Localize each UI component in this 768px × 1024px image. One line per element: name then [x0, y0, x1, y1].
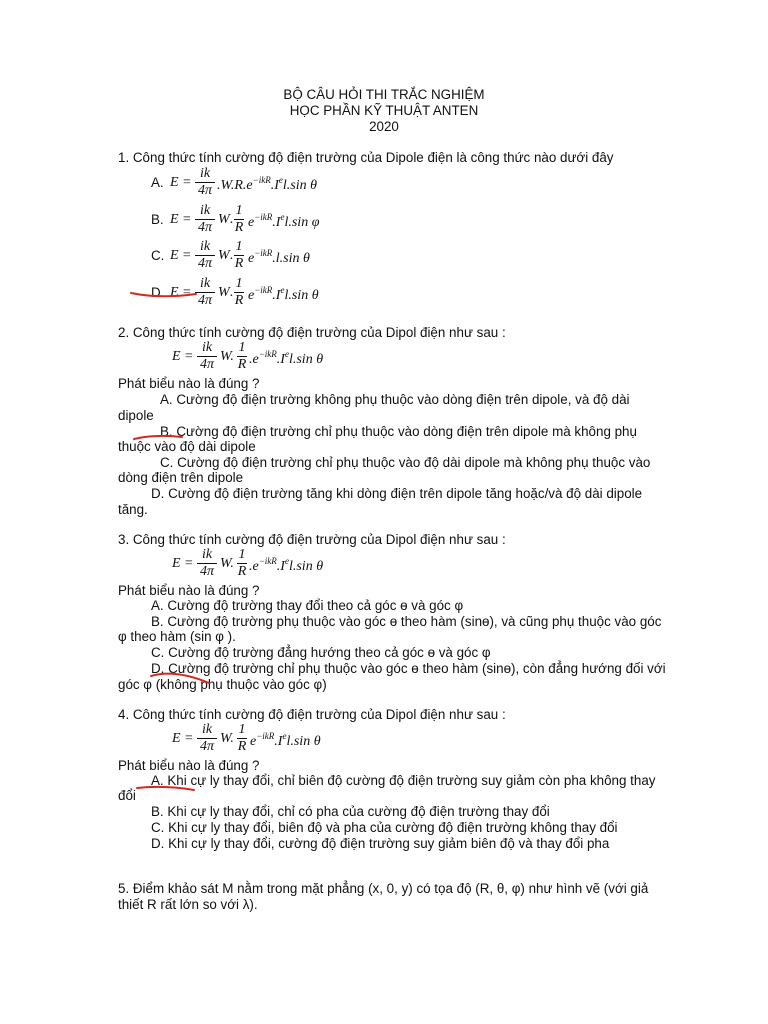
formula-tail: l.sin θ	[286, 734, 321, 749]
formula-w: W	[218, 285, 230, 300]
q2-option-d-line2: tăng.	[118, 502, 148, 517]
formula-e: e	[250, 734, 257, 749]
i-sup: e	[280, 212, 285, 222]
formula-body	[248, 212, 319, 231]
i-sup: e	[284, 556, 289, 566]
frac-num: ik	[197, 340, 217, 357]
frac-1-R	[237, 340, 247, 373]
formula-w-dot: W.	[220, 556, 234, 571]
frac-num: 1	[235, 276, 243, 291]
formula-tail: l.sin φ	[284, 215, 320, 230]
formula-lhs: E =	[170, 285, 192, 300]
frac-den: 4π	[197, 220, 212, 235]
formula-body	[249, 349, 323, 368]
q3-prompt: Phát biểu nào là đúng ?	[118, 583, 260, 598]
q3-option-b-line1: B. Cường độ trường phụ thuộc vào góc ɵ theo hàm (sinɵ), và cũng phụ thuộc vào góc	[151, 614, 662, 629]
frac-ik-4pi	[197, 547, 217, 580]
frac-num: ik	[195, 239, 215, 256]
formula-dot: .	[230, 248, 234, 263]
q4-question: 4. Công thức tính cường độ điện trường của Dipol điện như sau :	[118, 707, 506, 722]
q4-formula	[172, 722, 372, 758]
frac-1-R	[237, 547, 247, 580]
formula-i: .I	[274, 734, 283, 749]
formula-lhs: E =	[172, 349, 194, 364]
q4-option-c: C. Khi cự ly thay đổi, biên độ và pha của cường độ điện trường không thay đổi	[151, 820, 618, 835]
frac-1-R	[237, 722, 247, 755]
frac-ik-4pi	[197, 340, 217, 373]
frac-num: 1	[235, 203, 243, 218]
frac-den: 4π	[199, 357, 214, 372]
q4-option-a-line1: A. Khi cự ly thay đổi, chỉ biên độ cường độ điện trường suy giảm còn pha không thay	[151, 773, 656, 788]
q3-question: 3. Công thức tính cường độ điện trường của Dipol điện như sau :	[118, 532, 506, 547]
formula-e: e	[248, 215, 255, 230]
formula-w: W	[218, 248, 230, 263]
q1-option-d-label: D.	[151, 285, 165, 300]
formula-tail: l.sin θ	[288, 559, 324, 574]
frac-num: ik	[195, 203, 215, 220]
exp-sup: −ikR	[254, 248, 273, 258]
q2-option-b-line1: B. Cường độ điện trường chỉ phụ thuộc vào dòng điện trên dipole mà không phụ	[160, 424, 637, 439]
frac-1-R	[234, 239, 244, 272]
q1-option-c-label: C.	[151, 248, 165, 263]
exp-sup: −ikR	[258, 349, 277, 359]
formula-w-r-e: .W.R.e	[217, 178, 253, 193]
frac-num: 1	[235, 239, 243, 254]
formula-i: .I	[276, 559, 285, 574]
formula-i: .I	[270, 178, 279, 193]
q2-option-a-line1: A. Cường độ điện trường không phụ thuộc vào dòng điện trên dipole, và độ dài	[160, 392, 630, 407]
frac-den: R	[234, 256, 244, 271]
q5-line1: 5. Điểm khảo sát M nằm trong mặt phẳng (x, 0, y) có tọa độ (R, θ, φ) như hình vẽ (với giả	[118, 881, 649, 896]
formula-body	[248, 248, 310, 267]
q1-option-b-label: B.	[151, 212, 164, 227]
q2-option-c-line1: C. Cường độ điện trường chỉ phụ thuộc vào độ dài dipole mà không phụ thuộc vào	[160, 455, 651, 470]
exp-sup: −ikR	[254, 212, 273, 222]
frac-num: 1	[238, 722, 246, 737]
formula-body	[250, 731, 321, 750]
frac-num: 1	[238, 340, 246, 355]
q4-prompt: Phát biểu nào là đúng ?	[118, 758, 260, 773]
i-sup: e	[278, 175, 283, 185]
frac-den: 4π	[199, 564, 214, 579]
q2-option-c-line2: dòng điện trên dipole	[118, 470, 244, 485]
i-sup: e	[280, 285, 285, 295]
q1-option-d-formula	[170, 276, 370, 312]
formula-lhs: E =	[170, 175, 192, 190]
frac-den: 4π	[199, 739, 214, 754]
frac-num: ik	[197, 722, 217, 739]
q4-option-d: D. Khi cự ly thay đổi, cường độ điện trường suy giảm biên độ và thay đổi pha	[151, 836, 610, 851]
q1-option-a-formula	[170, 166, 370, 202]
frac-num: 1	[238, 547, 246, 562]
frac-den: 4π	[197, 183, 212, 198]
formula-dot: .	[230, 285, 234, 300]
q1-option-a-label: A.	[151, 175, 164, 190]
q2-option-b-line2: thuộc vào độ dài dipole	[118, 439, 256, 454]
q1-question: 1. Công thức tính cường độ điện trường của Dipole điện là công thức nào dưới đây	[118, 150, 614, 165]
formula-i: .I	[272, 288, 281, 303]
formula-i: .I	[276, 352, 285, 367]
doc-title-line2: HỌC PHẦN KỸ THUẬT ANTEN	[289, 103, 479, 118]
formula-lhs: E =	[170, 248, 192, 263]
frac-den: R	[237, 357, 247, 372]
formula-e: e	[248, 288, 255, 303]
formula-body	[249, 556, 323, 575]
frac-den: 4π	[197, 293, 212, 308]
doc-year: 2020	[369, 119, 399, 134]
exp-sup: −ikR	[254, 285, 273, 295]
formula-w-dot: W.	[220, 349, 234, 364]
q2-question: 2. Công thức tính cường độ điện trường của Dipol điện như sau :	[118, 325, 506, 340]
frac-den: R	[234, 293, 244, 308]
frac-den: 4π	[197, 256, 212, 271]
formula-e: .e	[249, 352, 259, 367]
formula-w-dot: W.	[220, 731, 234, 746]
q4-option-b: B. Khi cự ly thay đổi, chỉ có pha của cường độ điện trường thay đổi	[151, 804, 550, 819]
exp-sup: −ikR	[258, 556, 277, 566]
i-sup: e	[282, 731, 287, 741]
formula-lhs: E =	[172, 731, 194, 746]
frac-den: R	[237, 739, 247, 754]
q2-option-a-line2: dipole	[118, 408, 154, 423]
formula-body	[217, 175, 317, 194]
formula-e: .e	[249, 559, 259, 574]
doc-title-line1: BỘ CÂU HỎI THI TRẮC NGHIỆM	[283, 87, 485, 102]
formula-tail: l.sin θ	[288, 352, 324, 367]
formula-e: e	[248, 251, 255, 266]
q2-option-d-line1: D. Cường độ điện trường tăng khi dòng điện trên dipole tăng hoặc/và độ dài dipole	[151, 486, 643, 501]
frac-num: ik	[195, 166, 215, 183]
frac-den: R	[237, 564, 247, 579]
frac-ik-4pi	[195, 276, 215, 309]
formula-i: .I	[272, 215, 281, 230]
q3-option-c: C. Cường độ trường đẳng hướng theo cả góc ɵ và góc φ	[151, 645, 491, 660]
formula-dot: .	[230, 212, 234, 227]
exp-sup: −ikR	[252, 175, 271, 185]
q3-formula	[172, 547, 372, 583]
q1-option-b-formula	[170, 203, 370, 239]
frac-1-R	[234, 203, 244, 236]
q5-line2: thiết R rất lớn so với λ).	[118, 897, 258, 912]
frac-num: ik	[197, 547, 217, 564]
q3-option-a: A. Cường độ trường thay đổi theo cả góc ɵ và góc φ	[151, 598, 464, 613]
frac-ik-4pi	[195, 166, 215, 199]
q2-formula	[172, 340, 372, 376]
q3-option-d-line1: D. Cường độ trường chỉ phụ thuộc vào góc ɵ theo hàm (sinɵ), còn đẳng hướng đối với	[151, 661, 666, 676]
formula-tail: .l.sin θ	[272, 251, 310, 266]
frac-ik-4pi	[195, 203, 215, 236]
frac-num: ik	[195, 276, 215, 293]
q4-option-a-line2: đổi	[118, 788, 136, 803]
frac-ik-4pi	[197, 722, 217, 755]
frac-1-R	[234, 276, 244, 309]
formula-body	[248, 285, 319, 304]
formula-lhs: E =	[172, 556, 194, 571]
frac-ik-4pi	[195, 239, 215, 272]
formula-tail: l.sin θ	[282, 178, 318, 193]
formula-tail: l.sin θ	[284, 288, 319, 303]
q3-option-b-line2: φ theo hàm (sin φ ).	[118, 629, 236, 644]
formula-lhs: E =	[170, 212, 192, 227]
q2-prompt: Phát biểu nào là đúng ?	[118, 376, 260, 391]
frac-den: R	[234, 220, 244, 235]
formula-w: W	[218, 212, 230, 227]
q3-option-d-line2: góc φ (không phụ thuộc vào góc φ)	[118, 677, 327, 692]
i-sup: e	[284, 349, 289, 359]
exp-sup: −ikR	[256, 731, 275, 741]
q1-option-c-formula	[170, 239, 370, 275]
